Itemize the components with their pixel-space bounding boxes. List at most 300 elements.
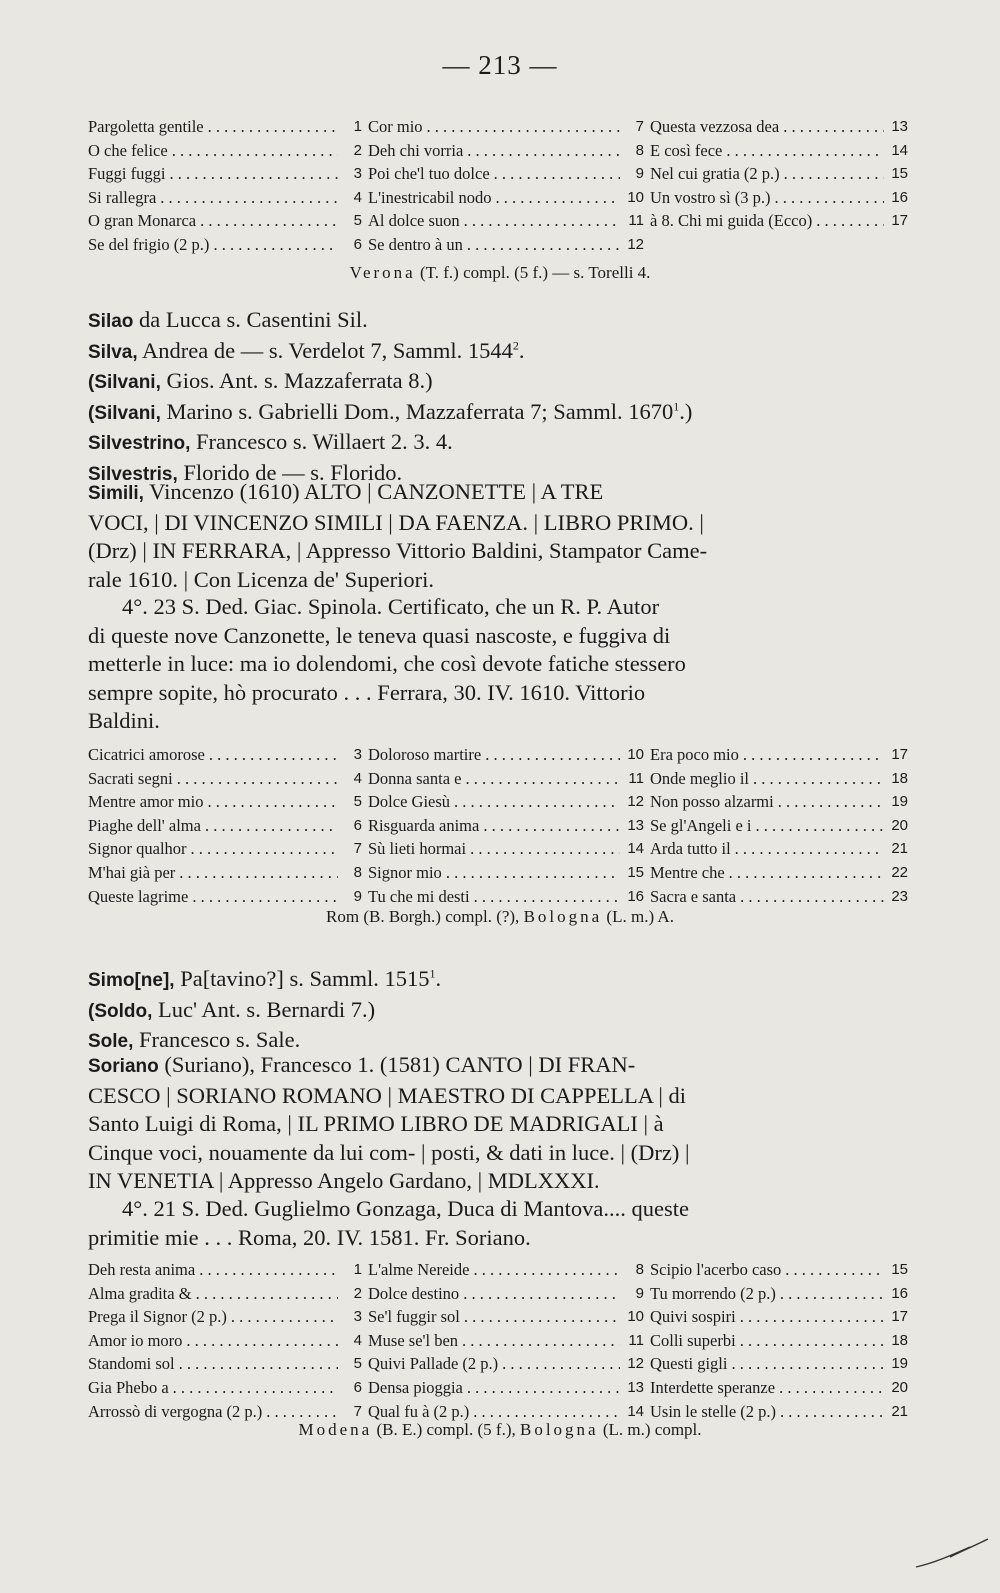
toc-cell bbox=[650, 115, 914, 139]
toc-cell bbox=[88, 814, 368, 838]
toc-row bbox=[88, 1352, 914, 1376]
piece-title: Se dentro à un bbox=[368, 234, 463, 254]
piece-number: 18 bbox=[891, 1331, 908, 1349]
library-location-line-3 bbox=[0, 1420, 1000, 1440]
toc-row bbox=[88, 814, 914, 838]
piece-title: Deh resta anima bbox=[88, 1260, 196, 1279]
leader-dots bbox=[774, 790, 884, 814]
piece-number: 6 bbox=[353, 1378, 362, 1396]
piece-number: 4 bbox=[353, 188, 362, 206]
toc-cell bbox=[650, 162, 914, 186]
city-verona: Verona bbox=[349, 263, 416, 282]
piece-title: M'hai già per bbox=[88, 862, 176, 882]
piece-title: Un vostro sì (3 p.) bbox=[650, 187, 771, 207]
leader-dots bbox=[187, 837, 338, 861]
entry-line bbox=[88, 1110, 914, 1139]
leader-dots bbox=[725, 861, 884, 885]
toc-cell bbox=[88, 233, 368, 257]
toc-row bbox=[88, 837, 914, 861]
piece-number: 17 bbox=[891, 746, 908, 763]
entry-line bbox=[88, 398, 914, 429]
leader-dots bbox=[423, 115, 620, 139]
contents-table-torelli bbox=[88, 115, 914, 257]
toc-cell bbox=[88, 115, 368, 139]
piece-number: 15 bbox=[627, 863, 644, 881]
piece-number: 5 bbox=[353, 212, 362, 230]
contents-table-soriano bbox=[88, 1258, 914, 1423]
leader-dots bbox=[173, 767, 338, 791]
leader-dots bbox=[205, 743, 338, 767]
leader-dots bbox=[779, 115, 884, 139]
piece-number: 16 bbox=[891, 1284, 908, 1302]
piece-title: Non posso alzarmi bbox=[650, 792, 774, 812]
toc-cell bbox=[368, 790, 650, 814]
piece-number: 10 bbox=[627, 1308, 644, 1326]
toc-cell bbox=[88, 1352, 368, 1376]
entry-tail: . bbox=[435, 966, 442, 991]
toc-cell bbox=[368, 162, 650, 186]
footnote-sup: 1 bbox=[673, 399, 680, 414]
piece-title: Dolce Giesù bbox=[368, 792, 451, 812]
toc-cell bbox=[88, 743, 368, 767]
toc-cell bbox=[88, 1282, 368, 1306]
location-rest: (B. E.) compl. (5 f.), bbox=[372, 1420, 520, 1439]
entry-list-2 bbox=[88, 965, 914, 1057]
toc-cell bbox=[368, 115, 650, 139]
soriano-description bbox=[88, 1195, 914, 1252]
piece-number: 20 bbox=[891, 816, 908, 834]
leader-dots bbox=[736, 885, 884, 909]
piece-title: Se gl'Angeli e i bbox=[650, 815, 752, 835]
toc-cell bbox=[88, 885, 368, 909]
toc-cell bbox=[368, 1258, 650, 1282]
piece-number: 2 bbox=[353, 1284, 362, 1302]
entry-name: Silvestrino, bbox=[88, 433, 191, 455]
leader-dots bbox=[469, 1258, 620, 1282]
piece-number: 12 bbox=[627, 1355, 644, 1373]
piece-number: 2 bbox=[353, 141, 362, 159]
piece-number: 21 bbox=[891, 840, 908, 858]
piece-title: L'inestricabil nodo bbox=[368, 187, 492, 207]
piece-number: 23 bbox=[891, 887, 908, 905]
toc-cell bbox=[368, 139, 650, 163]
leader-dots bbox=[204, 115, 338, 139]
leader-dots bbox=[736, 1329, 884, 1353]
entry-simili bbox=[88, 478, 914, 594]
piece-number: 5 bbox=[353, 793, 362, 811]
entry-text: Gios. Ant. s. Mazzaferrata 8.) bbox=[160, 368, 433, 394]
toc-cell bbox=[650, 767, 914, 791]
leader-dots bbox=[736, 1305, 884, 1329]
piece-title: Doloroso martire bbox=[368, 745, 482, 764]
entry-name: Silva, bbox=[88, 341, 138, 363]
entry-line bbox=[88, 537, 914, 566]
piece-title: Qual fu à (2 p.) bbox=[368, 1401, 470, 1421]
piece-title: Fuggi fuggi bbox=[88, 164, 166, 184]
toc-row bbox=[88, 790, 914, 814]
entry-text: Florido de — s. Florido. bbox=[177, 459, 403, 485]
entry-text: Andrea de — s. Verdelot 7, Samml. 1544 bbox=[137, 337, 513, 363]
piece-title: Se del frigio (2 p.) bbox=[88, 234, 210, 254]
leader-dots bbox=[780, 162, 884, 186]
piece-title: Sù lieti hormai bbox=[368, 839, 467, 859]
library-location-line bbox=[0, 263, 1000, 283]
entry-text: rale 1610. | Con Licenza de' Superiori. bbox=[88, 566, 434, 592]
leader-dots bbox=[498, 1352, 620, 1376]
toc-cell bbox=[650, 1329, 914, 1353]
toc-cell bbox=[88, 861, 368, 885]
leader-dots bbox=[461, 767, 620, 791]
piece-number: 1 bbox=[353, 1261, 362, 1278]
entry-text: CESCO | SORIANO ROMANO | MAESTRO DI CAPPELLA | di bbox=[88, 1082, 686, 1108]
piece-title: Interdette speranze bbox=[650, 1377, 776, 1397]
entry-name: Sole, bbox=[88, 1031, 134, 1053]
piece-title: Cicatrici amorose bbox=[88, 745, 205, 764]
description-line: di queste nove Canzonette, le teneva quasi nascoste, e fuggiva di bbox=[88, 622, 671, 648]
city-modena: Modena bbox=[298, 1420, 373, 1439]
piece-number: 7 bbox=[353, 1402, 362, 1420]
leader-dots bbox=[775, 1376, 884, 1400]
toc-cell bbox=[650, 1258, 914, 1282]
toc-cell bbox=[650, 743, 914, 767]
leader-dots bbox=[781, 1258, 884, 1282]
toc-cell bbox=[368, 767, 650, 791]
toc-row bbox=[88, 233, 914, 257]
piece-number: 19 bbox=[891, 793, 908, 811]
piece-number: 14 bbox=[627, 1402, 644, 1420]
toc-cell bbox=[650, 814, 914, 838]
entry-name: (Soldo, bbox=[88, 1000, 153, 1022]
toc-cell bbox=[368, 209, 650, 233]
piece-title: Era poco mio bbox=[650, 745, 739, 764]
piece-number: 12 bbox=[627, 235, 644, 253]
toc-cell bbox=[88, 139, 368, 163]
description-line: 4°. 21 S. Ded. Guglielmo Gonzaga, Duca di Mantova.... queste bbox=[122, 1196, 690, 1221]
piece-number: 1 bbox=[353, 118, 362, 135]
piece-number: 13 bbox=[627, 816, 644, 834]
piece-number: 3 bbox=[353, 1308, 362, 1326]
piece-title: Quivi Pallade (2 p.) bbox=[368, 1354, 499, 1374]
piece-number: 3 bbox=[353, 165, 362, 183]
entry-text: da Lucca s. Casentini Sil. bbox=[133, 307, 368, 332]
piece-number: 13 bbox=[891, 118, 908, 135]
piece-title: Nel cui gratia (2 p.) bbox=[650, 164, 780, 184]
piece-title: à 8. Chi mi guida (Ecco) bbox=[650, 211, 813, 231]
piece-number: 15 bbox=[891, 165, 908, 183]
entry-name: Soriano bbox=[88, 1056, 159, 1077]
entry-text: Pa[tavino?] s. Samml. 1515 bbox=[174, 966, 430, 991]
location-rest: (B. Borgh.) compl. (?), bbox=[359, 907, 524, 926]
toc-row bbox=[88, 115, 914, 139]
city-bologna: Bologna bbox=[519, 1420, 599, 1439]
piece-number: 15 bbox=[891, 1261, 908, 1278]
entry-line bbox=[88, 1167, 914, 1196]
piece-title: Questi gigli bbox=[650, 1354, 728, 1374]
piece-number: 11 bbox=[628, 1331, 644, 1349]
leader-dots bbox=[491, 186, 620, 210]
piece-title: Queste lagrime bbox=[88, 886, 189, 906]
leader-dots bbox=[463, 139, 620, 163]
leader-dots bbox=[490, 162, 620, 186]
piece-number: 20 bbox=[891, 1378, 908, 1396]
piece-title: Cor mio bbox=[368, 117, 423, 136]
entry-tail: .) bbox=[679, 398, 693, 424]
toc-cell bbox=[650, 837, 914, 861]
toc-cell bbox=[368, 1329, 650, 1353]
piece-number: 18 bbox=[891, 769, 908, 787]
piece-number: 16 bbox=[891, 188, 908, 206]
pencil-mark bbox=[912, 1535, 992, 1575]
leader-dots bbox=[201, 814, 338, 838]
leader-dots bbox=[460, 1305, 620, 1329]
entry-text: (Drz) | IN FERRARA, | Appresso Vittorio Baldini, Stampator Came- bbox=[88, 538, 708, 564]
entry-line bbox=[88, 1139, 914, 1168]
toc-cell bbox=[368, 837, 650, 861]
toc-row bbox=[88, 885, 914, 909]
piece-number: 6 bbox=[353, 816, 362, 834]
leader-dots bbox=[459, 1282, 620, 1306]
piece-title: L'alme Nereide bbox=[368, 1260, 470, 1279]
description-line: Baldini. bbox=[88, 708, 160, 734]
piece-number: 21 bbox=[891, 1402, 908, 1420]
piece-number: 8 bbox=[635, 1261, 644, 1278]
piece-title: Si rallegra bbox=[88, 187, 157, 207]
piece-title: Donna santa e bbox=[368, 768, 462, 788]
toc-cell bbox=[650, 1376, 914, 1400]
toc-row bbox=[88, 1329, 914, 1353]
toc-cell bbox=[650, 186, 914, 210]
piece-number: 14 bbox=[891, 141, 908, 159]
piece-title: Mentre che bbox=[650, 862, 725, 882]
toc-row bbox=[88, 186, 914, 210]
piece-title: Deh chi vorria bbox=[368, 140, 464, 160]
piece-title: Risguarda anima bbox=[368, 815, 480, 835]
piece-number: 8 bbox=[353, 863, 362, 881]
leader-dots bbox=[227, 1305, 338, 1329]
toc-cell bbox=[650, 1282, 914, 1306]
leader-dots bbox=[175, 1352, 338, 1376]
toc-cell bbox=[88, 767, 368, 791]
description-line: metterle in luce: ma io dolendomi, che così devote fatiche stessero bbox=[88, 651, 686, 677]
piece-number: 4 bbox=[353, 769, 362, 787]
description-line: primitie mie . . . Roma, 20. IV. 1581. Fr. Soriano. bbox=[88, 1224, 531, 1250]
piece-title: Quivi sospiri bbox=[650, 1307, 736, 1327]
leader-dots bbox=[727, 1352, 884, 1376]
piece-number: 6 bbox=[353, 235, 362, 253]
toc-cell bbox=[368, 885, 650, 909]
toc-cell bbox=[368, 814, 650, 838]
entry-text: (Suriano), Francesco 1. (1581) CANTO | DI FRAN- bbox=[158, 1052, 636, 1077]
leader-dots bbox=[169, 1376, 338, 1400]
entry-line bbox=[88, 1082, 914, 1111]
leader-dots bbox=[203, 790, 338, 814]
leader-dots bbox=[722, 139, 884, 163]
piece-number: 22 bbox=[891, 863, 908, 881]
piece-number: 17 bbox=[891, 212, 908, 230]
leader-dots bbox=[195, 1258, 338, 1282]
toc-row bbox=[88, 209, 914, 233]
leader-dots bbox=[752, 814, 885, 838]
entry-name: (Silvani, bbox=[88, 402, 161, 424]
leader-dots bbox=[812, 209, 884, 233]
piece-number: 7 bbox=[353, 840, 362, 858]
toc-cell bbox=[368, 1305, 650, 1329]
leader-dots bbox=[771, 186, 884, 210]
piece-title: Se'l fuggir sol bbox=[368, 1307, 460, 1327]
leader-dots bbox=[731, 837, 884, 861]
entry-line bbox=[88, 965, 914, 996]
toc-cell bbox=[88, 209, 368, 233]
entry-soriano bbox=[88, 1051, 914, 1196]
entry-name: (Silvani, bbox=[88, 372, 161, 394]
piece-title: Amor io moro bbox=[88, 1330, 183, 1350]
toc-row bbox=[88, 767, 914, 791]
contents-table-simili bbox=[88, 743, 914, 908]
toc-row bbox=[88, 1258, 914, 1282]
piece-title: Sacrati segni bbox=[88, 768, 173, 788]
leader-dots bbox=[470, 885, 620, 909]
toc-cell bbox=[88, 186, 368, 210]
leader-dots bbox=[175, 861, 338, 885]
toc-cell bbox=[88, 837, 368, 861]
leader-dots bbox=[466, 837, 620, 861]
piece-title: Tu morrendo (2 p.) bbox=[650, 1283, 776, 1303]
leader-dots bbox=[209, 233, 338, 257]
piece-number: 3 bbox=[353, 746, 362, 763]
toc-row bbox=[88, 861, 914, 885]
leader-dots bbox=[739, 743, 884, 767]
entry-text: Francesco s. Sale. bbox=[133, 1027, 301, 1053]
piece-title: Gia Phebo a bbox=[88, 1377, 169, 1397]
toc-cell bbox=[650, 1352, 914, 1376]
piece-title: Dolce destino bbox=[368, 1283, 460, 1303]
piece-title: Alma gradita & bbox=[88, 1283, 192, 1303]
piece-title: O che felice bbox=[88, 140, 168, 160]
toc-row bbox=[88, 162, 914, 186]
piece-number: 11 bbox=[628, 769, 644, 787]
piece-number: 11 bbox=[628, 212, 644, 230]
piece-title: Usin le stelle (2 p.) bbox=[650, 1401, 777, 1421]
entry-text: Cinque voci, nouamente da lui com- | posti, & dati in luce. | (Drz) | bbox=[88, 1139, 690, 1165]
entry-text: Vincenzo (1610) ALTO | CANZONETTE | A TRE bbox=[143, 479, 604, 504]
library-location-line-2 bbox=[0, 907, 1000, 927]
entry-name: Silvestris, bbox=[88, 463, 178, 485]
piece-number: 7 bbox=[635, 118, 644, 135]
location-rest: (T. f.) compl. (5 f.) — s. Torelli 4. bbox=[415, 263, 651, 282]
piece-title: Questa vezzosa dea bbox=[650, 117, 780, 136]
piece-title: Mentre amor mio bbox=[88, 792, 204, 812]
piece-number: 10 bbox=[627, 746, 644, 763]
leader-dots bbox=[168, 139, 338, 163]
piece-number: 17 bbox=[891, 1308, 908, 1326]
piece-number: 4 bbox=[353, 1331, 362, 1349]
toc-cell bbox=[368, 1376, 650, 1400]
description-line: sempre sopite, hò procurato . . . Ferrara, 30. IV. 1610. Vittorio bbox=[88, 679, 646, 705]
toc-cell bbox=[88, 1376, 368, 1400]
piece-title: Standomi sol bbox=[88, 1354, 175, 1374]
toc-row bbox=[88, 1282, 914, 1306]
piece-number: 9 bbox=[635, 165, 644, 183]
entry-name: Silao bbox=[88, 311, 134, 332]
piece-title: Signor qualhor bbox=[88, 839, 187, 859]
leader-dots bbox=[479, 814, 620, 838]
toc-cell bbox=[88, 790, 368, 814]
leader-dots bbox=[463, 233, 620, 257]
toc-row bbox=[88, 1305, 914, 1329]
piece-title: Onde meglio il bbox=[650, 768, 749, 788]
leader-dots bbox=[460, 209, 620, 233]
entry-name: Simili, bbox=[88, 483, 144, 504]
piece-number: 16 bbox=[627, 887, 644, 905]
leader-dots bbox=[776, 1282, 884, 1306]
entry-tail: . bbox=[518, 337, 525, 363]
toc-cell bbox=[368, 233, 650, 257]
piece-title: Arrossò di vergogna (2 p.) bbox=[88, 1401, 263, 1421]
toc-row bbox=[88, 743, 914, 767]
toc-cell bbox=[650, 233, 914, 257]
leader-dots bbox=[463, 1376, 620, 1400]
leader-dots bbox=[481, 743, 620, 767]
entry-line bbox=[88, 478, 914, 509]
leader-dots bbox=[188, 885, 338, 909]
simili-description bbox=[88, 593, 914, 736]
location-rest: (L. m.) A. bbox=[602, 907, 674, 926]
piece-number: 19 bbox=[891, 1355, 908, 1373]
leader-dots bbox=[156, 186, 338, 210]
entry-text: IN VENETIA | Appresso Angelo Gardano, | MDLXXXI. bbox=[88, 1168, 600, 1194]
piece-number: 12 bbox=[627, 793, 644, 811]
leader-dots bbox=[192, 1282, 338, 1306]
piece-title: Poi che'l tuo dolce bbox=[368, 164, 490, 184]
toc-cell bbox=[650, 885, 914, 909]
toc-row bbox=[88, 139, 914, 163]
entry-name: Simo[ne], bbox=[88, 970, 175, 991]
toc-cell bbox=[650, 1305, 914, 1329]
piece-number: 13 bbox=[627, 1378, 644, 1396]
location-rest: (L. m.) compl. bbox=[598, 1420, 702, 1439]
toc-cell bbox=[88, 162, 368, 186]
entry-list-1 bbox=[88, 306, 914, 490]
piece-number: 9 bbox=[635, 1284, 644, 1302]
piece-title: Sacra e santa bbox=[650, 886, 737, 906]
piece-number: 14 bbox=[627, 840, 644, 858]
footnote-sup: 2 bbox=[512, 338, 519, 353]
piece-title: O gran Monarca bbox=[88, 211, 197, 231]
entry-line bbox=[88, 566, 914, 595]
toc-cell bbox=[368, 743, 650, 767]
entry-line bbox=[88, 509, 914, 538]
entry-line bbox=[88, 337, 914, 368]
leader-dots bbox=[182, 1329, 338, 1353]
toc-cell bbox=[88, 1258, 368, 1282]
toc-cell bbox=[368, 861, 650, 885]
piece-title: E così fece bbox=[650, 140, 723, 160]
toc-cell bbox=[368, 186, 650, 210]
piece-title: Pargoletta gentile bbox=[88, 117, 204, 136]
piece-title: Tu che mi desti bbox=[368, 886, 470, 906]
toc-cell bbox=[650, 209, 914, 233]
entry-text: Francesco s. Willaert 2. 3. 4. bbox=[190, 429, 453, 455]
toc-cell bbox=[88, 1305, 368, 1329]
entry-text: Marino s. Gabrielli Dom., Mazzaferrata 7; Samml. 1670 bbox=[160, 398, 674, 424]
toc-cell bbox=[650, 790, 914, 814]
leader-dots bbox=[450, 790, 620, 814]
entry-line bbox=[88, 1051, 914, 1082]
piece-title: Arda tutto il bbox=[650, 839, 731, 859]
entry-text: Luc' Ant. s. Bernardi 7.) bbox=[152, 996, 376, 1022]
piece-number: 10 bbox=[627, 188, 644, 206]
description-line: 4°. 23 S. Ded. Giac. Spinola. Certificato, che un R. P. Autor bbox=[122, 594, 660, 619]
